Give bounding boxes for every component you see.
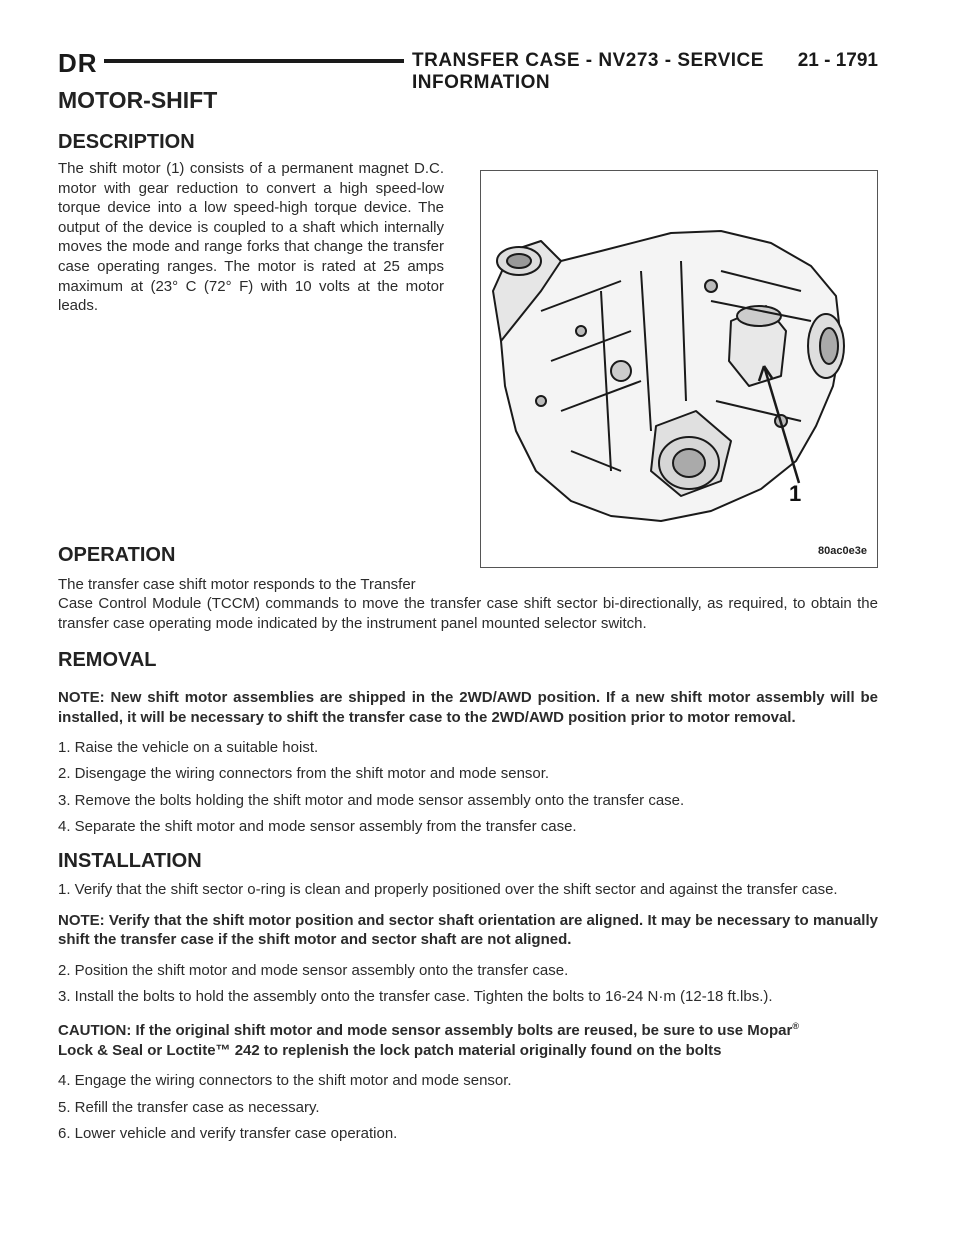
caution-text-b: Lock & Seal or Loctite™ 242 to replenish the lock patch material originally found on the bolts xyxy=(58,1041,722,1059)
shift-motor-figure xyxy=(480,170,878,568)
installation-step-3: 3. Install the bolts to hold the assembly onto the transfer case. Tighten the bolts to 16-24 N·m (12-18 ft.lbs.). xyxy=(58,987,773,1005)
installation-section xyxy=(58,880,878,1150)
installation-note: NOTE: Verify that the shift motor position and sector shaft orientation are aligned. It may be necessary to manually shift the transfer case if the shift motor and sector shaft are not aligned. xyxy=(58,911,878,948)
removal-step-4: 4. Separate the shift motor and mode sensor assembly from the transfer case. xyxy=(58,817,577,835)
installation-step-6: 6. Lower vehicle and verify transfer case operation. xyxy=(58,1124,398,1142)
operation-text: Case Control Module (TCCM) commands to move the transfer case shift sector bi-directionally, as required, to obtain the transfer case operating mode indicated by the instrument panel mounted selector switch. xyxy=(58,595,878,632)
transfer-case-illustration xyxy=(481,171,877,567)
description-heading: DESCRIPTION xyxy=(58,131,195,153)
header-model: DR xyxy=(58,48,98,78)
installation-step-4: 4. Engage the wiring connectors to the shift motor and mode sensor. xyxy=(58,1072,512,1090)
description-text-block xyxy=(58,159,444,316)
installation-step-2: 2. Position the shift motor and mode sensor assembly onto the transfer case. xyxy=(58,961,569,979)
page-title: MOTOR-SHIFT xyxy=(58,87,218,113)
callout-1-label: 1 xyxy=(789,481,802,506)
header-rule xyxy=(104,59,404,63)
installation-step-5: 5. Refill the transfer case as necessary. xyxy=(58,1098,320,1116)
header-title: TRANSFER CASE - NV273 - SERVICE INFORMATION xyxy=(412,50,764,93)
installation-caution xyxy=(58,1017,878,1060)
description-text: The shift motor (1) consists of a permanent magnet D.C. motor with gear reduction to convert a high speed-low torque device into a low speed-high torque device. The output of the device is coupled to a shaft which internally moves the mode and range forks that change the transfer case operating ranges. The motor is rated at 25 amps maximum at (23° C (72° F) with 10 volts at the motor leads. xyxy=(58,160,444,315)
removal-note: NOTE: New shift motor assemblies are shipped in the 2WD/AWD position. If a new shift motor assembly will be installed, it will be necessary to shift the transfer case to the 2WD/AWD position prior to motor removal. xyxy=(58,689,878,726)
removal-section xyxy=(58,688,878,843)
operation-text-line1: The transfer case shift motor responds to the Transfer xyxy=(58,576,416,593)
installation-step-1: 1. Verify that the shift sector o-ring is clean and properly positioned over the shift sector and against the transfer case. xyxy=(58,881,838,898)
removal-step-2: 2. Disengage the wiring connectors from the shift motor and mode sensor. xyxy=(58,765,550,783)
page-header xyxy=(58,44,878,93)
caution-text-a: CAUTION: If the original shift motor and mode sensor assembly bolts are reused, be sure to use Mopar xyxy=(58,1022,793,1040)
removal-heading: REMOVAL xyxy=(58,649,157,671)
figure-id: 80ac0e3e xyxy=(818,545,867,557)
registered-mark: ® xyxy=(792,1021,799,1032)
removal-step-1: 1. Raise the vehicle on a suitable hoist. xyxy=(58,739,319,756)
removal-step-3: 3. Remove the bolts holding the shift motor and mode sensor assembly onto the transfer case. xyxy=(58,791,685,809)
installation-heading: INSTALLATION xyxy=(58,850,202,872)
operation-heading: OPERATION xyxy=(58,544,176,566)
page-number: 21 - 1791 xyxy=(797,50,878,71)
